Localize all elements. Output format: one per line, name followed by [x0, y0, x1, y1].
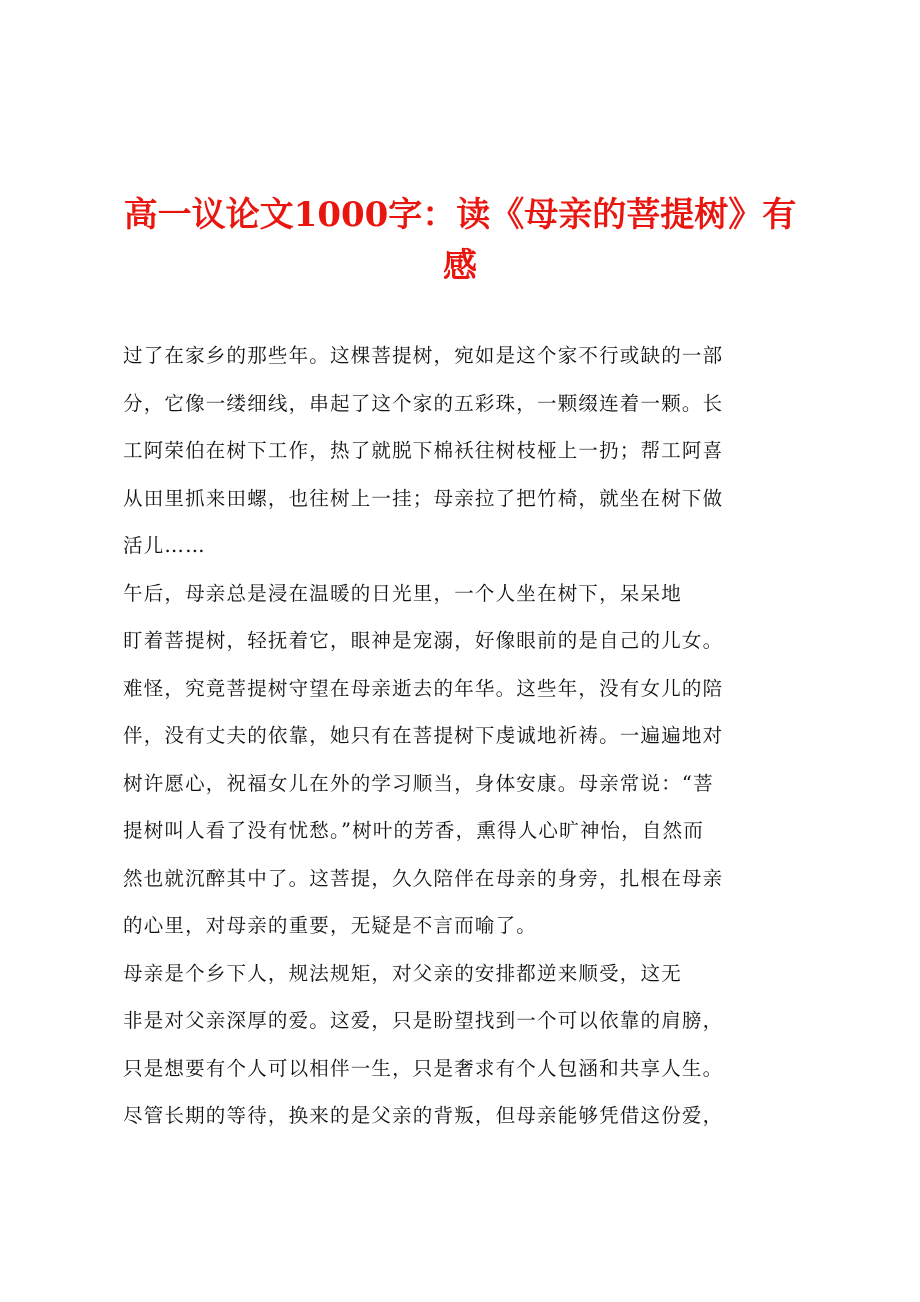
- body-line: 的心里，对母亲的重要，无疑是不言而喻了。: [123, 914, 538, 937]
- document-body: [123, 334, 803, 1142]
- body-line: 从田里抓来田螺，也往树上一挂；母亲拉了把竹椅，就坐在树下做: [123, 486, 724, 510]
- body-line: 午后，母亲总是浸在温暖的日光里，一个人坐在树下，呆呆地: [123, 581, 682, 605]
- body-line: 非是对父亲深厚的爱。这爱，只是盼望找到一个可以依靠的肩膀，: [123, 1009, 724, 1032]
- body-line: 只是想要有个人可以相伴一生，只是奢求有个人包涵和共享人生。: [123, 1056, 724, 1080]
- body-line: 伴，没有丈夫的依靠，她只有在菩提树下虔诚地祈祷。一遍遍地对: [123, 724, 724, 747]
- body-line: 分，它像一缕细线，串起了这个家的五彩珠，一颗缀连着一颗。长: [123, 391, 724, 415]
- body-line: 母亲是个乡下人，规法规矩，对父亲的安排都逆来顺受，这无: [123, 961, 682, 985]
- body-line: 工阿荣伯在树下工作，热了就脱下棉袄往树枝桠上一扔；帮工阿喜: [123, 439, 724, 462]
- body-line: 尽管长期的等待，换来的是父亲的背叛，但母亲能够凭借这份爱，: [123, 1104, 724, 1127]
- title-line: 高一议论文1000字：读《母亲的菩提树》有: [123, 195, 797, 235]
- title-line: 感: [443, 246, 477, 286]
- body-line: 过了在家乡的那些年。这棵菩提树，宛如是这个家不行或缺的一部: [123, 344, 724, 367]
- body-line: 难怪，究竟菩提树守望在母亲逝去的年华。这些年，没有女儿的陪: [123, 676, 724, 700]
- body-line: 活儿……: [123, 534, 206, 557]
- body-line: 然也就沉醉其中了。这菩提，久久陪伴在母亲的身旁，扎根在母亲: [123, 866, 724, 890]
- body-line: 树许愿心，祝福女儿在外的学习顺当，身体安康。母亲常说：“菩: [123, 771, 714, 795]
- body-line: 盯着菩提树，轻抚着它，眼神是宠溺，好像眼前的是自己的儿女。: [123, 629, 724, 652]
- document-title: [100, 190, 820, 292]
- body-line: 提树叫人看了没有忧愁。”树叶的芳香，熏得人心旷神怡，自然而: [123, 819, 705, 842]
